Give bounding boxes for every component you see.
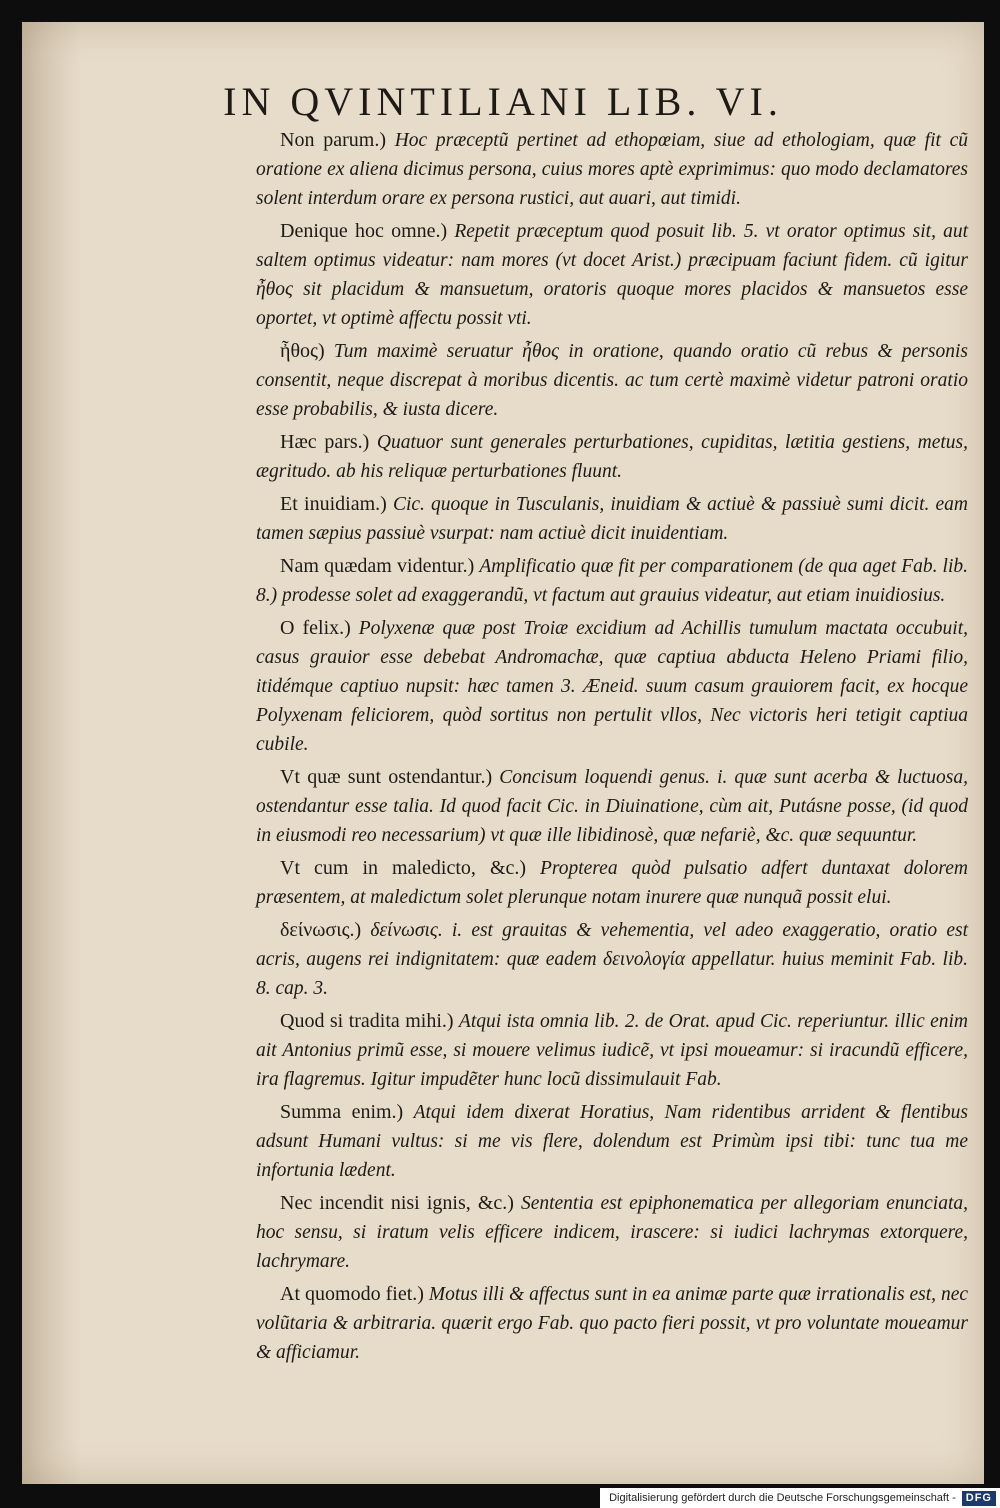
paragraph-comment: Motus illi & affectus sunt in ea animæ parte quæ irrationalis est, nec volũtaria & arbitraria. quærit ergo Fab. quo pacto fieri possit, vt pro voluntate moueamur & afficiamur.	[256, 1284, 969, 1363]
commentary-paragraph	[256, 614, 968, 759]
paragraph-comment: Repetit præceptum quod posuit lib. 5. vt orator optimus sit, aut saltem optimus videatur: nam mores (vt docet Arist.) præcipuam faciunt fidem. cũ igitur ἦθος sit placidum & mansuetum, oratoris quoque mores placidos & mansuetos esse oportet, vt optimè affectu possit vti.	[256, 221, 968, 329]
commentary-paragraph	[256, 854, 968, 912]
paragraph-lemma: Quod si tradita mihi.)	[280, 1010, 454, 1032]
paragraph-lemma: O felix.)	[280, 617, 351, 639]
paragraph-comment: Propterea quòd pulsatio adfert duntaxat dolorem præsentem, at maledictum solet plerunque notam inurere quæ nunquã possit elui.	[256, 858, 968, 908]
paragraph-lemma: Non parum.)	[280, 129, 387, 151]
digitization-credit-bar	[600, 1488, 1000, 1508]
book-page	[22, 22, 984, 1484]
digitization-credit-text: Digitalisierung gefördert durch die Deutsche Forschungsgemeinschaft -	[609, 1492, 956, 1504]
paragraph-lemma: Vt cum in maledicto, &c.)	[280, 857, 527, 879]
paragraph-comment: Sententia est epiphonematica per allegoriam enunciata, hoc sensu, si iratum velis efficere indicem, irascere: si iudici lachrymas extorquere, lachrymare.	[256, 1193, 969, 1272]
paragraph-comment: Polyxenæ quæ post Troiæ excidium ad Achillis tumulum mactata occubuit, casus grauior esse debebat Andromachæ, quæ captiua abducta Heleno Priami filio, itidémque captiuo nupsit: hæc tamen 3. Æneid. suum casum grauiorem facit, ex hocque Polyxenam feliciorem, quòd sortitus non pertulit vllos, Nec victoris heri tetigit captiua cubile.	[256, 618, 968, 755]
commentary-paragraph	[256, 1280, 968, 1367]
commentary-paragraph	[256, 1007, 968, 1094]
running-head: IN QVINTILIANI LIB. VI.	[223, 79, 783, 124]
paragraph-comment: Amplificatio quæ fit per comparationem (de qua aget Fab. lib. 8.) prodesse solet ad exaggerandũ, vt factum aut grauius videatur, aut etiam inuidiosius.	[256, 556, 969, 606]
paragraph-comment: δείνωσις. i. est grauitas & vehementia, vel adeo exaggeratio, oratio est acris, augens rei indignitatem: quæ eadem δεινολογία appellatur. huius meminit Fab. lib. 8. cap. 3.	[256, 920, 968, 999]
paragraph-lemma: Hæc pars.)	[280, 431, 370, 453]
paragraph-lemma: ἦθος)	[280, 340, 325, 362]
paragraph-comment: Atqui idem dixerat Horatius, Nam ridentibus arrident & flentibus adsunt Humani vultus: si me vis flere, dolendum est Primùm ipsi tibi: tunc tua me infortunia lædent.	[256, 1102, 969, 1181]
paragraph-lemma: Denique hoc omne.)	[280, 220, 448, 242]
commentary-paragraph	[256, 126, 968, 213]
commentary-paragraph	[256, 916, 968, 1003]
dfg-logo: DFG	[962, 1491, 996, 1506]
paragraph-comment: Tum maximè seruatur ἦθος in oratione, quando oratio cũ rebus & personis consentit, neque discrepat à moribus dicentis. ac tum certè maximè videtur patroni oratio esse probabilis, & iusta dicere.	[256, 341, 968, 420]
paragraph-comment: Hoc præceptũ pertinet ad ethopœiam, siue ad ethologiam, quæ fit cũ oratione ex aliena dicimus persona, cuius mores aptè exprimimus: quo modo declamatores solent interdum orare ex persona rustici, aut auari, aut timidi.	[256, 130, 969, 209]
paragraph-lemma: At quomodo fiet.)	[280, 1283, 424, 1305]
commentary-paragraph	[256, 1189, 968, 1276]
commentary-paragraph	[256, 763, 968, 850]
commentary-paragraph	[256, 1098, 968, 1185]
commentary-paragraph	[256, 217, 968, 333]
paragraph-comment: Atqui ista omnia lib. 2. de Orat. apud Cic. reperiuntur. illic enim ait Antonius primũ esse, si mouere velimus iudicẽ, vt ipsi moueamur: si iracundũ efficere, ira flagremus. Igitur impudẽter hunc locũ dissimulauit Fab.	[256, 1011, 969, 1090]
paragraph-lemma: Vt quæ sunt ostendantur.)	[280, 766, 493, 788]
paragraph-lemma: Summa enim.)	[280, 1101, 404, 1123]
paragraph-lemma: δείνωσις.)	[280, 919, 362, 941]
paragraph-comment: Quatuor sunt generales perturbationes, cupiditas, lætitia gestiens, metus, ægritudo. ab his reliquæ perturbationes fluunt.	[256, 432, 969, 482]
commentary-paragraph	[256, 337, 968, 424]
commentary-text-block	[256, 126, 968, 1371]
paragraph-comment: Concisum loquendi genus. i. quæ sunt acerba & luctuosa, ostendantur esse talia. Id quod facit Cic. in Diuinatione, cùm ait, Putásne posse, (id quod in eiusmodi reo necessarium) vt quæ ille libidinosè, quæ nefariè, &c. quæ sequuntur.	[256, 767, 969, 846]
commentary-paragraph	[256, 552, 968, 610]
commentary-paragraph	[256, 428, 968, 486]
paragraph-lemma: Et inuidiam.)	[280, 493, 387, 515]
commentary-paragraph	[256, 490, 968, 548]
paragraph-lemma: Nec incendit nisi ignis, &c.)	[280, 1192, 514, 1214]
paragraph-comment: Cic. quoque in Tusculanis, inuidiam & actiuè & passiuè sumi dicit. eam tamen sæpius passiuè vsurpat: nam actiuè dicit inuidentiam.	[256, 494, 969, 544]
paragraph-lemma: Nam quædam videntur.)	[280, 555, 475, 577]
